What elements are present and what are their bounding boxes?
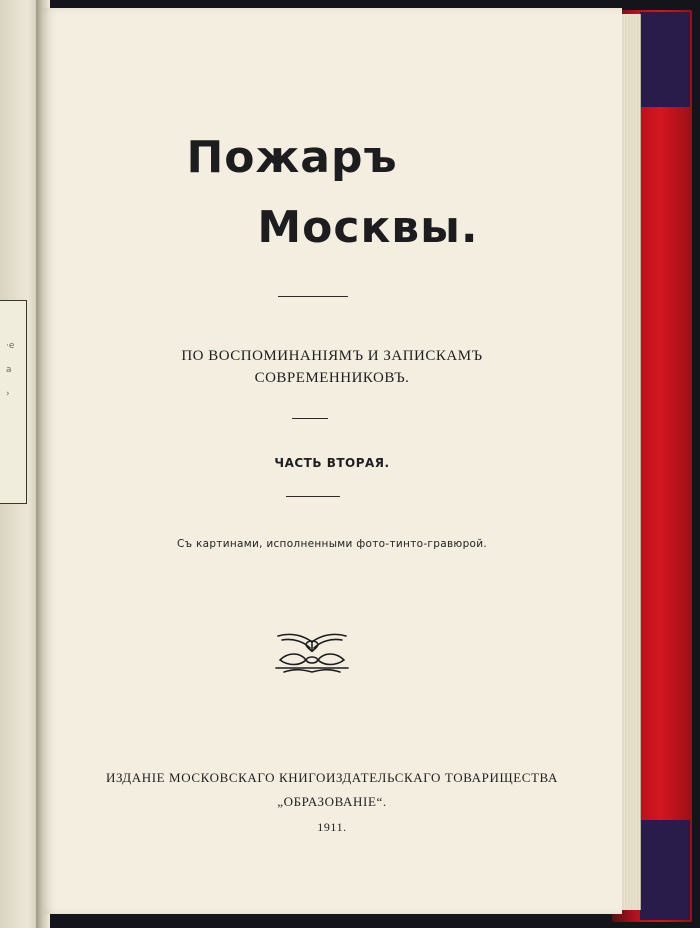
publisher-line-1: ИЗДАНIЕ МОСКОВСКАГО КНИГОИЗДАТЕЛЬСКАГО ТОВАРИЩЕСТВА [105,770,558,785]
title-line-2: Москвы. [257,202,479,253]
illustrations-note: Съ картинами, исполненными фото-тинто-гравюрой. [176,538,488,550]
left-page-fragment: a [6,365,12,375]
cover-corner-top [640,12,690,107]
left-page-fragment: ·e [6,341,15,351]
ornament-icon [274,630,350,674]
left-page-frame [0,300,27,504]
publisher-line-2: „ОБРАЗОВАНIЕ“. [277,794,387,809]
publication-year: 1911. [317,820,347,834]
divider-rule [278,296,348,297]
cover-corner-bottom [640,820,690,920]
left-page-fragment: › [6,389,10,399]
divider-rule [292,418,328,419]
title-line-1: Пожаръ [186,132,398,183]
subtitle-line-2: СОВРЕМЕННИКОВЪ. [254,370,410,386]
part-heading: ЧАСТЬ ВТОРАЯ. [274,456,390,470]
divider-rule [286,496,340,497]
title-page [42,8,622,914]
subtitle-line-1: ПО ВОСПОМИНАНIЯМЪ И ЗАПИСКАМЪ [181,348,483,364]
